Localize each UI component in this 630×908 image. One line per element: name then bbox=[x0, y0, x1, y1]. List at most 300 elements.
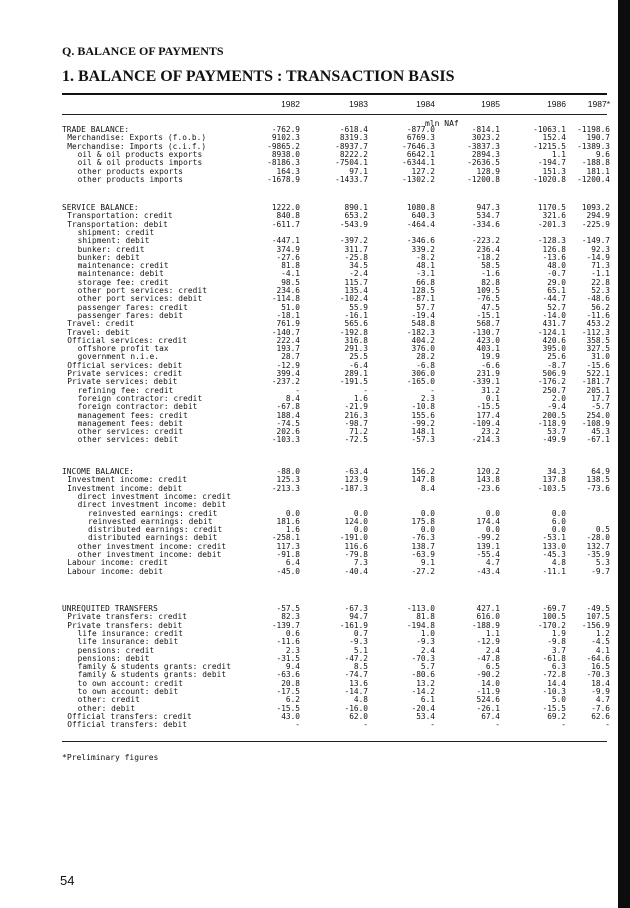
value-cell: 653.2 bbox=[344, 211, 368, 221]
value-cell: -237.2 bbox=[271, 377, 300, 387]
value-cell: 137.8 bbox=[542, 475, 566, 485]
row-label: maintenance: credit bbox=[77, 261, 169, 271]
year-header: 1984 bbox=[416, 99, 435, 109]
value-cell: 2.3 bbox=[285, 645, 300, 655]
value-cell: 175.8 bbox=[411, 516, 435, 526]
value-cell: 5.7 bbox=[420, 662, 435, 672]
row-label: government n.i.e. bbox=[77, 352, 160, 362]
value-cell: 151.3 bbox=[542, 166, 566, 176]
row-label: INCOME BALANCE: bbox=[62, 467, 134, 476]
value-cell: -4.5 bbox=[591, 637, 610, 647]
row-label: family & students grants: debit bbox=[77, 670, 227, 680]
value-cell: -17.5 bbox=[276, 687, 300, 696]
value-cell: -191.5 bbox=[339, 377, 368, 387]
value-cell: -225.9 bbox=[581, 219, 610, 229]
value-cell: -6.4 bbox=[349, 360, 368, 370]
value-cell: -15.5 bbox=[542, 703, 566, 713]
row-label: direct investment income: debit bbox=[77, 500, 227, 510]
value-cell: -72.8 bbox=[542, 670, 566, 680]
value-cell: -55.4 bbox=[476, 550, 500, 559]
value-cell: 840.8 bbox=[276, 211, 300, 221]
value-cell: 143.8 bbox=[476, 475, 500, 485]
value-cell: 200.5 bbox=[542, 410, 566, 420]
value-cell: 127.2 bbox=[411, 166, 435, 176]
value-cell: -11.6 bbox=[276, 637, 300, 647]
value-cell: -67.1 bbox=[586, 435, 610, 445]
row-label: passenger fares: debit bbox=[77, 310, 184, 320]
value-cell: 47.5 bbox=[481, 302, 500, 312]
value-cell: -28.0 bbox=[586, 533, 610, 543]
row-label: Labour income: debit bbox=[67, 566, 164, 576]
value-cell: 403.1 bbox=[476, 344, 500, 354]
value-cell: -67.3 bbox=[344, 604, 368, 613]
value-cell: 14.4 bbox=[547, 678, 566, 688]
row-label: pensions: credit bbox=[77, 645, 155, 655]
value-cell: -57.3 bbox=[411, 435, 435, 445]
value-cell: 0.0 bbox=[285, 508, 300, 518]
value-cell: 52.3 bbox=[591, 286, 610, 295]
value-cell: -20.4 bbox=[411, 703, 435, 713]
value-cell: 6.2 bbox=[285, 695, 300, 705]
value-cell: 152.4 bbox=[542, 133, 566, 143]
value-cell: -70.3 bbox=[586, 670, 610, 680]
row-label: pensions: debit bbox=[77, 653, 150, 663]
value-cell: -149.7 bbox=[581, 236, 610, 246]
table-title: 1. BALANCE OF PAYMENTS : TRANSACTION BASIS bbox=[62, 68, 455, 85]
value-cell: -87.1 bbox=[411, 294, 435, 304]
value-cell: -35.9 bbox=[586, 550, 610, 559]
row-label: reinvested earnings: credit bbox=[88, 508, 218, 518]
value-cell: 181.6 bbox=[276, 516, 300, 526]
value-cell: -9.9 bbox=[591, 687, 610, 696]
value-cell: -14.7 bbox=[344, 687, 368, 696]
value-cell: 82.3 bbox=[281, 612, 300, 622]
value-cell: -213.3 bbox=[271, 483, 300, 493]
value-cell: -877.0 bbox=[406, 125, 435, 134]
value-cell: 6.3 bbox=[551, 662, 566, 672]
value-cell: -99.2 bbox=[411, 418, 435, 428]
value-cell: 120.2 bbox=[476, 467, 500, 476]
value-cell: 1222.0 bbox=[271, 203, 300, 212]
value-cell: -201.3 bbox=[537, 219, 566, 229]
value-cell: 216.3 bbox=[344, 410, 368, 420]
value-cell: 20.8 bbox=[281, 678, 300, 688]
value-cell: 139.1 bbox=[476, 541, 500, 551]
value-cell: 2.4 bbox=[420, 645, 435, 655]
row-label: UNREQUITED TRANSFERS bbox=[62, 604, 158, 613]
page-number: 54 bbox=[60, 873, 75, 888]
value-cell: -14.0 bbox=[542, 310, 566, 320]
row-label: distributed earnings: debit bbox=[88, 533, 218, 543]
value-cell: 291.3 bbox=[344, 344, 368, 354]
value-cell: 399.4 bbox=[276, 369, 300, 378]
row-label: Official transfers: credit bbox=[67, 711, 192, 721]
value-cell: 376.0 bbox=[411, 344, 435, 354]
value-cell: -45.3 bbox=[542, 550, 566, 559]
value-cell: -44.7 bbox=[542, 294, 566, 304]
value-cell: -114.8 bbox=[271, 294, 300, 304]
value-cell: 126.8 bbox=[542, 244, 566, 254]
value-cell: -16.1 bbox=[344, 310, 368, 320]
value-cell: 71.2 bbox=[349, 427, 368, 437]
value-cell: 524.6 bbox=[476, 695, 500, 705]
value-cell: 5.3 bbox=[595, 558, 610, 568]
value-cell: 0.0 bbox=[353, 525, 368, 535]
value-cell: 31.2 bbox=[481, 385, 500, 395]
value-cell: -99.2 bbox=[476, 533, 500, 543]
value-cell: -1433.7 bbox=[335, 174, 368, 184]
value-cell: 16.5 bbox=[591, 662, 610, 672]
section-heading: Q. BALANCE OF PAYMENTS bbox=[62, 44, 224, 58]
value-cell: 125.3 bbox=[276, 475, 300, 485]
value-cell: 53.4 bbox=[416, 711, 435, 721]
value-cell: 0.0 bbox=[420, 525, 435, 535]
value-cell: -7.6 bbox=[591, 703, 610, 713]
value-cell: 506.9 bbox=[542, 369, 566, 378]
value-cell: 9.4 bbox=[285, 662, 300, 672]
value-cell: -194.7 bbox=[537, 158, 566, 168]
value-cell: 147.8 bbox=[411, 475, 435, 485]
row-label: storage fee: credit bbox=[77, 277, 169, 287]
value-cell: -21.9 bbox=[344, 402, 368, 412]
value-cell: 6.5 bbox=[485, 662, 500, 672]
value-cell: 327.5 bbox=[586, 344, 610, 354]
year-header: 1986 bbox=[547, 99, 566, 109]
value-cell: 0.1 bbox=[485, 393, 500, 403]
value-cell: -188.9 bbox=[471, 620, 500, 630]
row-label: other port services: credit bbox=[77, 286, 208, 295]
value-cell: 1.1 bbox=[551, 149, 566, 159]
value-cell: 2.0 bbox=[551, 393, 566, 403]
row-label: Official services: debit bbox=[67, 360, 183, 370]
value-cell: 156.2 bbox=[411, 467, 435, 476]
value-cell: 48.1 bbox=[416, 261, 435, 271]
value-cell: -18.2 bbox=[476, 252, 500, 262]
value-cell: 202.6 bbox=[276, 427, 300, 437]
value-cell: 34.5 bbox=[349, 261, 368, 271]
row-label: direct investment income: credit bbox=[77, 491, 232, 501]
value-cell: 427.1 bbox=[476, 604, 500, 613]
value-cell: 55.9 bbox=[349, 302, 368, 312]
row-label: foreign contractor: credit bbox=[77, 393, 203, 403]
value-cell: -397.2 bbox=[339, 236, 368, 246]
value-cell: -8.2 bbox=[416, 252, 435, 262]
value-cell: -72.5 bbox=[344, 435, 368, 445]
value-cell: 117.3 bbox=[276, 541, 300, 551]
value-cell: 205.1 bbox=[586, 385, 610, 395]
value-cell: - bbox=[605, 720, 610, 730]
value-cell: 9.1 bbox=[420, 558, 435, 568]
value-cell: 62.0 bbox=[349, 711, 368, 721]
value-cell: 107.5 bbox=[586, 612, 610, 622]
value-cell: 4.8 bbox=[353, 695, 368, 705]
value-cell: 193.7 bbox=[276, 344, 300, 354]
value-cell: 289.1 bbox=[344, 369, 368, 378]
value-cell: 1.6 bbox=[353, 393, 368, 403]
value-cell: -43.4 bbox=[476, 566, 500, 576]
value-cell: -64.6 bbox=[586, 653, 610, 663]
value-cell: -611.7 bbox=[271, 219, 300, 229]
value-cell: -346.6 bbox=[406, 236, 435, 246]
value-cell: -3.1 bbox=[416, 269, 435, 279]
value-cell: 339.2 bbox=[411, 244, 435, 254]
value-cell: -339.1 bbox=[471, 377, 500, 387]
value-cell: 3.7 bbox=[551, 645, 566, 655]
value-cell: -118.9 bbox=[537, 418, 566, 428]
value-cell: -74.5 bbox=[276, 418, 300, 428]
value-cell: -140.7 bbox=[271, 327, 300, 337]
row-label: to own account: credit bbox=[77, 678, 184, 688]
value-cell: 231.9 bbox=[476, 369, 500, 378]
value-cell: 132.7 bbox=[586, 541, 610, 551]
value-cell: -27.2 bbox=[411, 566, 435, 576]
year-header: 1982 bbox=[281, 99, 300, 109]
value-cell: 234.6 bbox=[276, 286, 300, 295]
value-cell: -762.9 bbox=[271, 125, 300, 134]
value-cell: 4.7 bbox=[485, 558, 500, 568]
row-label: other services: credit bbox=[77, 427, 184, 437]
value-cell: -12.9 bbox=[276, 360, 300, 370]
value-cell: -9.3 bbox=[416, 637, 435, 647]
row-label: other: debit bbox=[77, 703, 136, 713]
value-cell: 420.6 bbox=[542, 335, 566, 345]
value-cell: 8938.0 bbox=[271, 149, 300, 159]
value-cell: -15.1 bbox=[476, 310, 500, 320]
value-cell: - bbox=[495, 720, 500, 730]
value-cell: 64.9 bbox=[591, 467, 610, 476]
value-cell: -9865.2 bbox=[267, 141, 300, 151]
value-cell: -1200.4 bbox=[577, 174, 610, 184]
value-cell: 34.3 bbox=[547, 467, 566, 476]
value-cell: -6344.1 bbox=[402, 158, 435, 168]
value-cell: 190.7 bbox=[586, 133, 610, 143]
value-cell: 13.6 bbox=[349, 678, 368, 688]
value-cell: -8937.7 bbox=[335, 141, 368, 151]
year-header: 1987* bbox=[587, 99, 610, 109]
value-cell: -19.4 bbox=[411, 310, 435, 320]
value-cell: 92.3 bbox=[591, 244, 610, 254]
value-cell: 174.4 bbox=[476, 516, 500, 526]
value-cell: 431.7 bbox=[542, 319, 566, 329]
value-cell: -464.4 bbox=[406, 219, 435, 229]
value-cell: 2894.3 bbox=[471, 149, 500, 159]
value-cell: 947.3 bbox=[476, 203, 500, 212]
value-cell: 8.4 bbox=[285, 393, 300, 403]
value-cell: 0.0 bbox=[485, 508, 500, 518]
value-cell: 29.0 bbox=[547, 277, 566, 287]
value-cell: 18.4 bbox=[591, 678, 610, 688]
value-cell: 81.8 bbox=[281, 261, 300, 271]
row-label: family & students grants: credit bbox=[77, 662, 232, 672]
value-cell: -191.0 bbox=[339, 533, 368, 543]
value-cell: 0.0 bbox=[353, 508, 368, 518]
row-label: Official services: credit bbox=[67, 335, 188, 345]
value-cell: -49.5 bbox=[586, 604, 610, 613]
value-cell: -181.7 bbox=[581, 377, 610, 387]
value-cell: 43.0 bbox=[281, 711, 300, 721]
value-cell: -53.1 bbox=[542, 533, 566, 543]
value-cell: -2.4 bbox=[349, 269, 368, 279]
value-cell: 98.5 bbox=[281, 277, 300, 287]
value-cell: 0.0 bbox=[485, 525, 500, 535]
value-cell: -69.7 bbox=[542, 604, 566, 613]
row-label: Merchandise: Imports (c.i.f.) bbox=[67, 141, 207, 151]
value-cell: 1.1 bbox=[485, 628, 500, 638]
value-cell: -165.0 bbox=[406, 377, 435, 387]
value-cell: 28.2 bbox=[416, 352, 435, 362]
value-cell: 5.0 bbox=[551, 695, 566, 705]
value-cell: 4.8 bbox=[551, 558, 566, 568]
value-cell: -103.5 bbox=[537, 483, 566, 493]
row-label: Private transfers: debit bbox=[67, 620, 183, 630]
value-cell: -9.8 bbox=[547, 637, 566, 647]
value-cell: 100.5 bbox=[542, 612, 566, 622]
value-cell: 52.7 bbox=[547, 302, 566, 312]
value-cell: 51.0 bbox=[281, 302, 300, 312]
year-header: 1983 bbox=[349, 99, 368, 109]
unit-label: mln NAf bbox=[425, 119, 459, 128]
value-cell: -139.7 bbox=[271, 620, 300, 630]
value-cell: -188.8 bbox=[581, 158, 610, 168]
value-cell: 306.0 bbox=[411, 369, 435, 378]
value-cell: 0.0 bbox=[551, 508, 566, 518]
row-label: other investment income: credit bbox=[77, 541, 227, 551]
value-cell: -814.1 bbox=[471, 125, 500, 134]
header-rule-top bbox=[62, 93, 607, 95]
value-cell: 133.0 bbox=[542, 541, 566, 551]
value-cell: -11.6 bbox=[586, 310, 610, 320]
value-cell: -194.8 bbox=[406, 620, 435, 630]
value-cell: 5.1 bbox=[353, 645, 368, 655]
value-cell: 53.7 bbox=[547, 427, 566, 437]
row-label: other investment income: debit bbox=[77, 550, 222, 559]
value-cell: -258.1 bbox=[271, 533, 300, 543]
value-cell: 6642.1 bbox=[406, 149, 435, 159]
value-cell: -40.4 bbox=[344, 566, 368, 576]
value-cell: 1.2 bbox=[595, 628, 610, 638]
footnote: *Preliminary figures bbox=[62, 753, 159, 762]
value-cell: 294.9 bbox=[586, 211, 610, 221]
value-cell: 138.7 bbox=[411, 541, 435, 551]
value-cell: -7504.1 bbox=[335, 158, 368, 168]
value-cell: 23.2 bbox=[481, 427, 500, 437]
value-cell: - bbox=[430, 720, 435, 730]
value-cell: 67.4 bbox=[481, 711, 500, 721]
value-cell: 640.3 bbox=[411, 211, 435, 221]
value-cell: -102.4 bbox=[339, 294, 368, 304]
value-cell: 8.4 bbox=[420, 483, 435, 493]
value-cell: 66.8 bbox=[416, 277, 435, 287]
row-label: Merchandise: Exports (f.o.b.) bbox=[67, 133, 207, 143]
value-cell: -1200.8 bbox=[467, 174, 500, 184]
value-cell: -4.1 bbox=[281, 269, 300, 279]
value-cell: -334.6 bbox=[471, 219, 500, 229]
value-cell: 128.5 bbox=[411, 286, 435, 295]
value-cell: -447.1 bbox=[271, 236, 300, 246]
value-cell: -103.3 bbox=[271, 435, 300, 445]
value-cell: 65.1 bbox=[547, 286, 566, 295]
value-cell: 177.4 bbox=[476, 410, 500, 420]
value-cell: -76.3 bbox=[411, 533, 435, 543]
value-cell: 1080.8 bbox=[406, 203, 435, 212]
value-cell: -9.4 bbox=[547, 402, 566, 412]
value-cell: 423.0 bbox=[476, 335, 500, 345]
value-cell: -10.3 bbox=[542, 687, 566, 696]
value-cell: -9.3 bbox=[349, 637, 368, 647]
value-cell: -170.2 bbox=[537, 620, 566, 630]
value-cell: 25.5 bbox=[349, 352, 368, 362]
row-label: management fees: debit bbox=[77, 418, 184, 428]
value-cell: 0.5 bbox=[595, 525, 610, 535]
value-cell: -63.9 bbox=[411, 550, 435, 559]
value-cell: 6.4 bbox=[285, 558, 300, 568]
value-cell: 13.2 bbox=[416, 678, 435, 688]
value-cell: 138.5 bbox=[586, 475, 610, 485]
value-cell: -98.7 bbox=[344, 418, 368, 428]
value-cell: -61.8 bbox=[542, 653, 566, 663]
value-cell: 890.1 bbox=[344, 203, 368, 212]
value-cell: -88.0 bbox=[276, 467, 300, 476]
value-cell: -8.7 bbox=[547, 360, 566, 370]
value-cell: -31.5 bbox=[276, 653, 300, 663]
value-cell: 155.6 bbox=[411, 410, 435, 420]
value-cell: -1020.8 bbox=[533, 174, 566, 184]
value-cell: 222.4 bbox=[276, 335, 300, 345]
value-cell: -70.3 bbox=[411, 653, 435, 663]
value-cell: 6769.3 bbox=[406, 133, 435, 143]
value-cell: -108.9 bbox=[581, 418, 610, 428]
value-cell: 97.1 bbox=[349, 166, 368, 176]
value-cell: -1.6 bbox=[481, 269, 500, 279]
value-cell: 28.7 bbox=[281, 352, 300, 362]
value-cell: 250.7 bbox=[542, 385, 566, 395]
value-cell: 188.4 bbox=[276, 410, 300, 420]
row-label: oil & oil products exports bbox=[77, 149, 203, 159]
value-cell: 6.1 bbox=[420, 695, 435, 705]
value-cell: -11.1 bbox=[542, 566, 566, 576]
value-cell: -15.5 bbox=[276, 703, 300, 713]
value-cell: 4.7 bbox=[595, 695, 610, 705]
value-cell: 616.0 bbox=[476, 612, 500, 622]
value-cell: 3023.2 bbox=[471, 133, 500, 143]
value-cell: 374.9 bbox=[276, 244, 300, 254]
value-cell: -1389.3 bbox=[577, 141, 610, 151]
value-cell: 116.6 bbox=[344, 541, 368, 551]
value-cell: 58.5 bbox=[481, 261, 500, 271]
value-cell: -13.6 bbox=[542, 252, 566, 262]
value-cell: -618.4 bbox=[339, 125, 368, 134]
value-cell: 9.6 bbox=[595, 149, 610, 159]
value-cell: 128.9 bbox=[476, 166, 500, 176]
row-label: Labour income: credit bbox=[67, 558, 168, 568]
value-cell: 48.0 bbox=[547, 261, 566, 271]
value-cell: - bbox=[363, 720, 368, 730]
value-cell: 94.7 bbox=[349, 612, 368, 622]
row-label: Travel: debit bbox=[67, 327, 130, 337]
value-cell: -156.9 bbox=[581, 620, 610, 630]
value-cell: 56.2 bbox=[591, 302, 610, 312]
value-cell: 124.0 bbox=[344, 516, 368, 526]
value-cell: - bbox=[363, 385, 368, 395]
value-cell: 164.3 bbox=[276, 166, 300, 176]
value-cell: 395.0 bbox=[542, 344, 566, 354]
row-label: shipment: debit bbox=[77, 236, 150, 246]
value-cell: -223.2 bbox=[471, 236, 500, 246]
value-cell: -1063.1 bbox=[533, 125, 566, 134]
value-cell: -187.3 bbox=[339, 483, 368, 493]
value-cell: -15.6 bbox=[586, 360, 610, 370]
value-cell: -91.8 bbox=[276, 550, 300, 559]
